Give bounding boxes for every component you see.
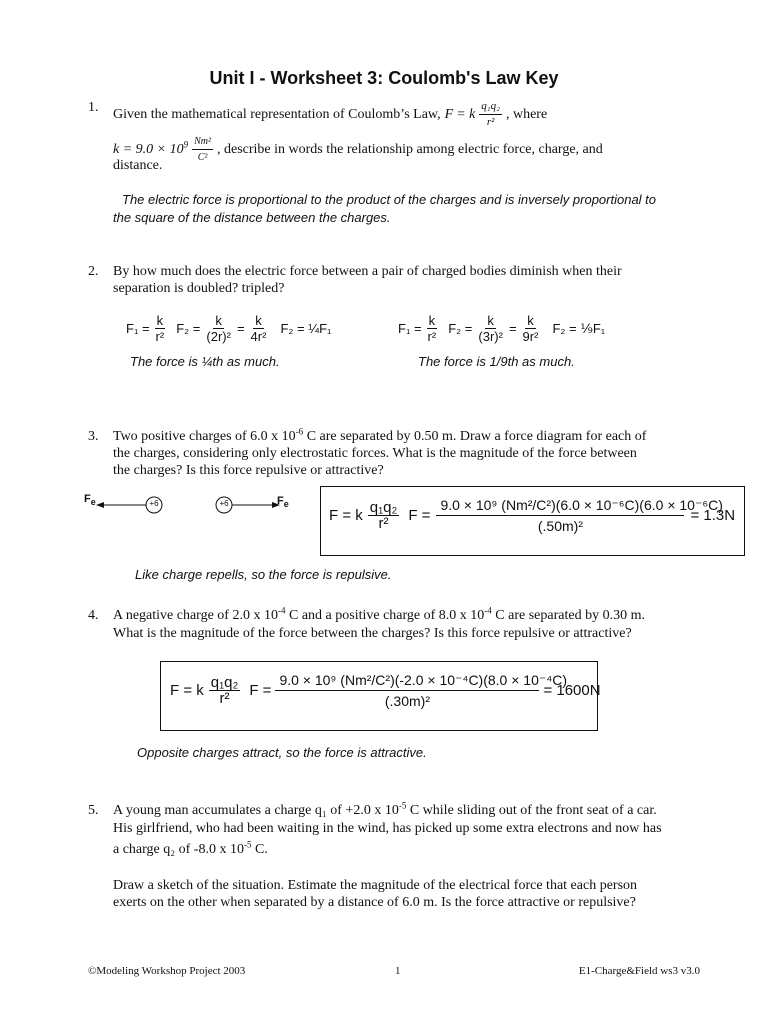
q4-eq-f: F = k bbox=[170, 682, 204, 699]
q2-left-frac3 bbox=[249, 313, 269, 344]
q2-left-f2: F₂ = bbox=[176, 321, 201, 336]
q1-denominator: r² bbox=[486, 116, 495, 128]
q2-right-frac3-den: 9r² bbox=[522, 329, 539, 344]
q2-right-frac2-den: (3r)² bbox=[478, 329, 503, 344]
q5-line1-exp: -5 bbox=[398, 800, 407, 811]
q3-line1-b: C are separated by 0.50 m. Draw a force diagram for each of bbox=[303, 429, 647, 444]
q3-solution-equation bbox=[329, 495, 735, 536]
q5-line3 bbox=[113, 841, 268, 858]
q1-k-unit-num: Nm² bbox=[192, 134, 213, 150]
q5-line3-b: C. bbox=[251, 842, 268, 857]
q2-left-result: F₂ = ¼F₁ bbox=[280, 321, 332, 336]
footer-page-number: 1 bbox=[395, 965, 401, 977]
q3-line1-a: Two positive charges of 6.0 x 10 bbox=[113, 429, 296, 444]
q4-line1-c: C are separated by 0.30 m. bbox=[491, 608, 645, 623]
q5-line1-a: A young man accumulates a charge q₁ of +2.0 x 10 bbox=[113, 803, 399, 818]
q3-line1 bbox=[113, 428, 646, 445]
left-charge-label: +6 bbox=[149, 499, 159, 508]
q2-right-answer: The force is 1/9th as much. bbox=[418, 354, 575, 369]
q4-number: 4. bbox=[88, 608, 99, 623]
right-charge-label: +6 bbox=[219, 499, 229, 508]
q4-line1-exp2: -4 bbox=[484, 605, 492, 616]
q1-numerator: q₁q₂ bbox=[479, 99, 502, 115]
q2-right-eq: = bbox=[508, 321, 517, 336]
q4-line1-a: A negative charge of 2.0 x 10 bbox=[113, 608, 278, 623]
q4-eq-result: = 1600N bbox=[543, 682, 601, 699]
q3-eq-bottom: (.50m)² bbox=[537, 518, 583, 534]
q2-right-frac2-num: k bbox=[487, 313, 494, 328]
q4-line1 bbox=[113, 607, 645, 624]
right-fe-label: $F_e$ bbox=[277, 495, 289, 510]
q2-right-frac1-den: r² bbox=[427, 329, 437, 344]
q2-line2: separation is doubled? tripled? bbox=[113, 281, 285, 296]
q4-eq-f2: F = bbox=[249, 682, 272, 699]
q4-eq-bottom: (.30m)² bbox=[384, 693, 430, 709]
page-title: Unit I - Worksheet 3: Coulomb's Law Key bbox=[209, 68, 559, 88]
q1-text-a: Given the mathematical representation of Coulomb’s Law, bbox=[113, 107, 441, 122]
q5-line3-exp: -5 bbox=[243, 839, 252, 850]
q4-line1-exp1: -4 bbox=[277, 605, 286, 616]
q4-eq-frac bbox=[209, 675, 241, 706]
q1-line3: distance. bbox=[113, 158, 163, 173]
q3-eq-result: = 1.3N bbox=[690, 507, 736, 524]
q3-line2: the charges, considering only electrostatic forces. What is the magnitude of the force between bbox=[113, 446, 637, 461]
left-fe-label: $F_e$ bbox=[84, 493, 96, 508]
q1-text-b: , describe in words the relationship among electric force, charge, and bbox=[217, 142, 603, 157]
q3-answer: Like charge repells, so the force is repulsive. bbox=[135, 567, 392, 582]
left-force-arrowhead bbox=[96, 502, 104, 508]
q3-eq-frac bbox=[368, 500, 400, 531]
q2-left-frac1-num: k bbox=[156, 313, 164, 328]
q1-fraction bbox=[479, 99, 502, 130]
q4-line1-b: C and a positive charge of 8.0 x 10 bbox=[285, 608, 485, 623]
q3-eq-top: 9.0 × 10⁹ (Nm²/C²)(6.0 × 10⁻⁶C)(6.0 × 10⁻⁶C) bbox=[436, 495, 684, 516]
q3-force-diagram bbox=[84, 488, 304, 524]
q3-number: 3. bbox=[88, 429, 99, 444]
q4-eq-frac-den: r² bbox=[219, 690, 230, 707]
q1-answer-line2: the square of the distance between the charges. bbox=[113, 210, 391, 225]
q1-line1 bbox=[113, 99, 547, 130]
q5-line4: Draw a sketch of the situation. Estimate the magnitude of the electrical force that each person bbox=[113, 878, 638, 893]
q2-right-f2: F₂ = bbox=[448, 321, 473, 336]
q2-right-frac2 bbox=[476, 313, 505, 344]
q4-solution-equation bbox=[170, 670, 601, 711]
footer-doc-id: E1-Charge&Field ws3 v3.0 bbox=[578, 965, 700, 977]
q1-k-value: $k = 9.0 \times 10^9$ bbox=[113, 139, 189, 157]
q4-answer: Opposite charges attract, so the force is attractive. bbox=[137, 745, 427, 760]
q4-eq-frac-num: q₁q₂ bbox=[210, 674, 239, 691]
q3-solution-box bbox=[320, 486, 745, 556]
q2-right-equations bbox=[398, 313, 605, 344]
q3-eq-frac-den: r² bbox=[378, 515, 389, 532]
q5-number: 5. bbox=[88, 803, 99, 818]
q2-left-frac3-num: k bbox=[255, 313, 262, 328]
q4-line2: What is the magnitude of the force between the charges? Is this force repulsive or attractive? bbox=[113, 626, 632, 641]
q5-line2: His girlfriend, who had been waiting in the wind, has picked up some extra electrons and now has bbox=[113, 821, 662, 836]
q2-right-result: F₂ = ⅑F₁ bbox=[552, 320, 606, 336]
q1-k: k bbox=[469, 107, 476, 122]
q2-right-f1: F₁ = bbox=[398, 321, 422, 336]
q3-eq-f2: F = bbox=[408, 507, 431, 524]
q2-left-frac1-den: r² bbox=[155, 329, 165, 344]
q1-k-unit-den: C² bbox=[197, 152, 208, 163]
q2-right-frac3 bbox=[521, 313, 541, 344]
q2-left-frac2 bbox=[204, 313, 233, 344]
q1-line2 bbox=[113, 134, 603, 165]
q2-number: 2. bbox=[88, 264, 99, 279]
q4-solution-box bbox=[160, 661, 601, 731]
q1-eq: = bbox=[457, 107, 466, 122]
q1-where: , where bbox=[505, 107, 548, 122]
q2-right-frac3-num: k bbox=[527, 313, 534, 328]
q1-answer-line1: The electric force is proportional to the product of the charges and is inversely proportional to bbox=[122, 192, 657, 207]
q3-eq-f: F = k bbox=[329, 507, 363, 524]
q5-line5: exerts on the other when separated by a distance of 6.0 m. Is the force attractive or repulsive? bbox=[113, 895, 636, 910]
q4-eq-top: 9.0 × 10⁹ (Nm²/C²)(-2.0 × 10⁻⁴C)(8.0 × 10⁻⁴C) bbox=[275, 670, 539, 691]
q2-right-frac1 bbox=[426, 313, 439, 344]
q2-left-answer: The force is ¼th as much. bbox=[130, 354, 280, 369]
q1-number: 1. bbox=[88, 100, 99, 115]
q1-k-units bbox=[192, 134, 213, 165]
q2-left-f1: F₁ = bbox=[126, 321, 150, 336]
q3-eq-frac-num: q₁q₂ bbox=[369, 499, 398, 516]
footer-copyright: ©Modeling Workshop Project 2003 bbox=[88, 965, 246, 977]
q2-left-equations bbox=[126, 313, 331, 344]
q2-left-frac2-den: (2r)² bbox=[206, 329, 231, 344]
q2-left-eq: = bbox=[236, 321, 245, 336]
q5-line3-a: a charge q₂ of -8.0 x 10 bbox=[113, 842, 244, 857]
q2-right-frac1-num: k bbox=[428, 313, 436, 328]
q5-line1 bbox=[113, 802, 657, 819]
q5-line1-b: C while sliding out of the front seat of a car. bbox=[406, 803, 657, 818]
q3-line1-exp: -6 bbox=[295, 426, 304, 437]
q3-line3: the charges? Is this force repulsive or attractive? bbox=[113, 463, 384, 478]
q2-left-frac3-den: 4r² bbox=[250, 329, 267, 344]
q2-left-frac1 bbox=[154, 313, 167, 344]
q4-eq-bigfrac bbox=[276, 670, 568, 711]
q1-f: F bbox=[444, 107, 454, 122]
q2-left-frac2-num: k bbox=[215, 313, 222, 328]
q2-line1: By how much does the electric force between a pair of charged bodies diminish when their bbox=[113, 264, 622, 279]
